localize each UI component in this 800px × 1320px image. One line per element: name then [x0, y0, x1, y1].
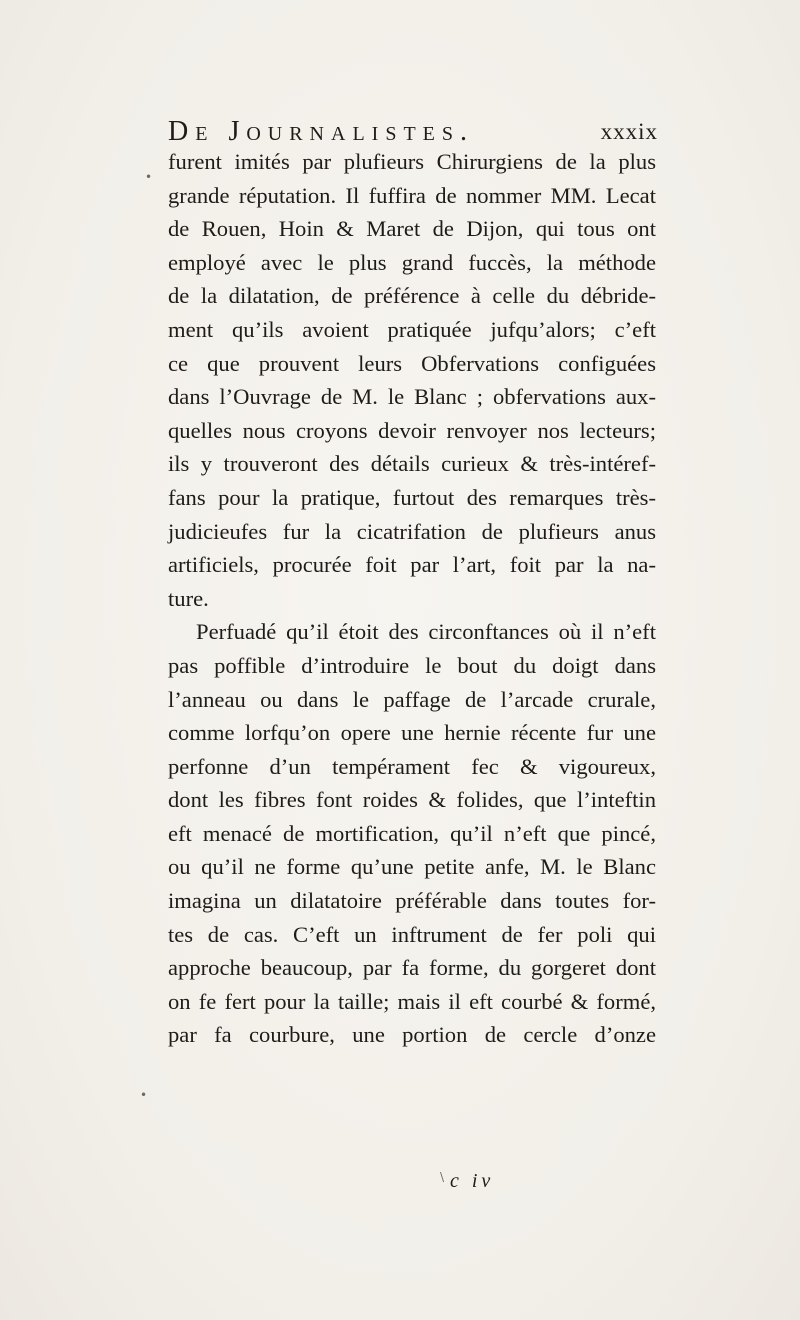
text-line-12: judicieufes fur la cicatrifation de plufieurs anus	[168, 518, 656, 544]
text-line-9: quelles nous croyons devoir renvoyer nos lecteurs;	[168, 417, 656, 443]
text-line-6: ment qu’ils avoient pratiquée jufqu’alors; c’eft	[168, 316, 656, 342]
text-line-14: ture.	[168, 585, 209, 611]
margin-dot: •	[140, 1088, 148, 1102]
signature-mark: c iv	[450, 1170, 495, 1192]
text-line-5: de la dilatation, de préférence à celle du débride-	[168, 283, 656, 309]
text-line-18: comme lorfqu’on opere une hernie récente fur une	[168, 720, 656, 746]
text-line-17: l’anneau ou dans le paffage de l’arcade crurale,	[168, 686, 656, 712]
text-line-25: approche beaucoup, par fa forme, du gorgeret dont	[168, 955, 656, 981]
text-line-11: fans pour la pratique, furtout des remarques très-	[168, 484, 656, 510]
body-text	[168, 145, 656, 1052]
text-line-20: dont les fibres font roides & folides, que l’inteftin	[168, 787, 656, 813]
page-number: xxxix	[600, 119, 658, 144]
text-line-3: de Rouen, Hoin & Maret de Dijon, qui tous ont	[168, 216, 656, 242]
running-title: De Journalistes.	[168, 116, 475, 147]
text-line-27: par fa courbure, une portion de cercle d’onze	[168, 1022, 656, 1048]
text-line-22: ou qu’il ne forme qu’une petite anfe, M. le Blanc	[168, 854, 656, 880]
text-line-19: perfonne d’un tempérament fec & vigoureux,	[168, 753, 656, 779]
text-line-10: ils y trouveront des détails curieux & très-intéref-	[168, 451, 656, 477]
text-line-23: imagina un dilatatoire préférable dans toutes for-	[168, 888, 656, 914]
text-line-1: furent imités par plufieurs Chirurgiens de la plus	[168, 149, 656, 174]
text-line-2: grande réputation. Il fuffira de nommer MM. Lecat	[168, 182, 656, 208]
text-line-24: tes de cas. C’eft un inftrument de fer poli qui	[168, 921, 656, 947]
text-line-8: dans l’Ouvrage de M. le Blanc ; obfervations aux-	[168, 384, 656, 410]
text-line-15: Perfuadé qu’il étoit des circonftances où il n’eft	[196, 619, 656, 645]
text-line-21: eft menacé de mortification, qu’il n’eft que pincé,	[168, 820, 656, 846]
text-line-16: pas poffible d’introduire le bout du doigt dans	[168, 652, 656, 678]
text-line-7: ce que prouvent leurs Obfervations configuées	[168, 350, 656, 376]
text-line-13: artificiels, procurée foit par l’art, foit par la na-	[168, 552, 656, 578]
text-line-4: employé avec le plus grand fuccès, la méthode	[168, 249, 656, 275]
printer-mark: \	[440, 1170, 445, 1184]
margin-dot: •	[145, 170, 153, 184]
text-line-26: on fe fert pour la taille; mais il eft courbé & formé,	[168, 988, 656, 1014]
